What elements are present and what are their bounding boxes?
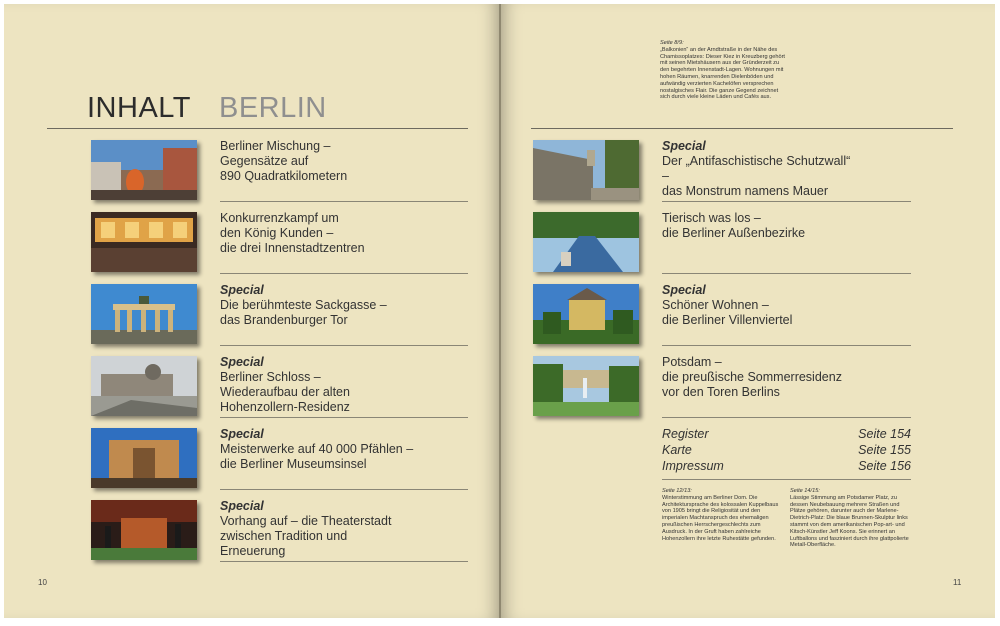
caption-text: Winterstimmung am Berliner Dom. Die Architektursprache des kolossalen Kuppelbaus von 1905 bringt die Religiosität und den imperialen Machtanspruch des ehemaligen preußischen Herrschergeschlechts zum Ausdruck. In der Gruft haben zahlreiche Hohenzollern ihre letzte Ruhestätte gefunden. [662, 494, 779, 542]
entry-rule [220, 417, 468, 418]
caption-ref: Seite 14/15: [790, 488, 820, 494]
caption-bottom-right [790, 488, 912, 549]
villa-photo [533, 284, 639, 344]
entry-rule [662, 273, 911, 274]
toc-entry-text [662, 283, 857, 328]
entry-title: Tierisch was los – die Berliner Außenbezirke [662, 211, 806, 240]
toc-entry-text [662, 139, 857, 199]
outer-district-canal-photo [533, 212, 639, 272]
special-label: Special [220, 499, 264, 513]
brandenburg-gate-photo [91, 284, 197, 344]
entry-title: Berliner Mischung – Gegensätze auf 890 Quadratkilometern [220, 139, 348, 183]
title-word-contents: INHALT [87, 92, 191, 124]
special-label: Special [220, 355, 264, 369]
entry-rule [662, 201, 911, 202]
heading-rule-left [47, 128, 468, 129]
toc-entry-text [662, 211, 857, 241]
entry-title: Berliner Schloss – Wiederaufbau der alten Hohenzollern-Residenz [220, 370, 350, 414]
theater-stage-photo [91, 500, 197, 560]
berlin-wall-photo [533, 140, 639, 200]
caption-ref: Seite 12/13: [662, 488, 692, 494]
index-imprint-label[interactable]: Impressum [662, 459, 724, 473]
index-register-page: Seite 154 [858, 427, 911, 441]
index-register-label[interactable]: Register [662, 427, 709, 441]
entry-title: Der „Antifaschistische Schutzwall“ – das Monstrum namens Mauer [662, 154, 851, 198]
street-scene-photo [91, 140, 197, 200]
entry-title: Schöner Wohnen – die Berliner Villenviertel [662, 298, 793, 327]
special-label: Special [220, 427, 264, 441]
entry-title: Vorhang auf – die Theaterstadt zwischen Tradition und Erneuerung [220, 514, 392, 558]
toc-entry-text [220, 211, 415, 256]
entry-rule [220, 489, 468, 490]
page-title [87, 92, 327, 125]
entry-rule [220, 273, 468, 274]
toc-entry-text [220, 427, 415, 472]
toc-entry-text [220, 139, 415, 184]
mall-interior-photo [91, 212, 197, 272]
special-label: Special [662, 283, 706, 297]
page-number-left: 10 [38, 578, 47, 587]
entry-rule [220, 201, 468, 202]
special-label: Special [662, 139, 706, 153]
toc-entry-text [220, 283, 415, 328]
berlin-palace-photo [91, 356, 197, 416]
entry-title: Potsdam – die preußische Sommerresidenz vor den Toren Berlins [662, 355, 842, 399]
entry-title: Meisterwerke auf 40 000 Pfählen – die Berliner Museumsinsel [220, 442, 414, 471]
toc-entry-text [220, 499, 415, 559]
caption-text: Lässige Stimmung am Potsdamer Platz, zu dessen Neubebauung mehrere Straßen und Plätze gehören, darunter auch der Marlene-Dietrich-Platz: Die blaue Brunnen-Skulptur links stammt von dem amerikanischen Pop-art- und Kitsch-Künstler Jeff Koons. Sie erinnert an Luftballons und fasziniert durch ihre glattpolierte Metall-Oberfläche. [790, 494, 909, 549]
book-gutter [499, 4, 501, 618]
page-number-right: 11 [953, 578, 962, 587]
entry-rule [662, 417, 911, 418]
caption-ref: Seite 8/9: [660, 40, 684, 46]
toc-entry-text [662, 355, 857, 400]
entry-rule [220, 345, 468, 346]
caption-bottom-left [662, 488, 784, 542]
caption-text: „Balkonien“ an der Arndtstraße in der Nähe des Chamissoplatzes: Dieser Kiez in Kreuzberg gehört mit seinen Mietshäusern aus der Gründerzeit zu den begehrten Innenstadt-Lagen. Wohnungen mit hohen Räumen, knarrenden Dielenböden und aufwändig verzierten Kachelöfen versprechen nostalgisches Flair. Die ganze Gegend zeichnet sich durch viele kleine Läden und Cafés aus. [660, 46, 785, 101]
index-rule [662, 479, 911, 480]
toc-entry-text [220, 355, 415, 415]
index-map-page: Seite 155 [858, 443, 911, 457]
entry-title: Die berühmteste Sackgasse – das Brandenburger Tor [220, 298, 387, 327]
entry-rule [662, 345, 911, 346]
caption-top [660, 40, 788, 101]
index-imprint-page: Seite 156 [858, 459, 911, 473]
museum-island-photo [91, 428, 197, 488]
entry-rule [220, 561, 468, 562]
heading-rule-right [531, 128, 953, 129]
special-label: Special [220, 283, 264, 297]
potsdam-garden-photo [533, 356, 639, 416]
index-map-label[interactable]: Karte [662, 443, 692, 457]
entry-title: Konkurrenzkampf um den König Kunden – die drei Innenstadtzentren [220, 211, 365, 255]
title-word-city: BERLIN [218, 92, 327, 124]
